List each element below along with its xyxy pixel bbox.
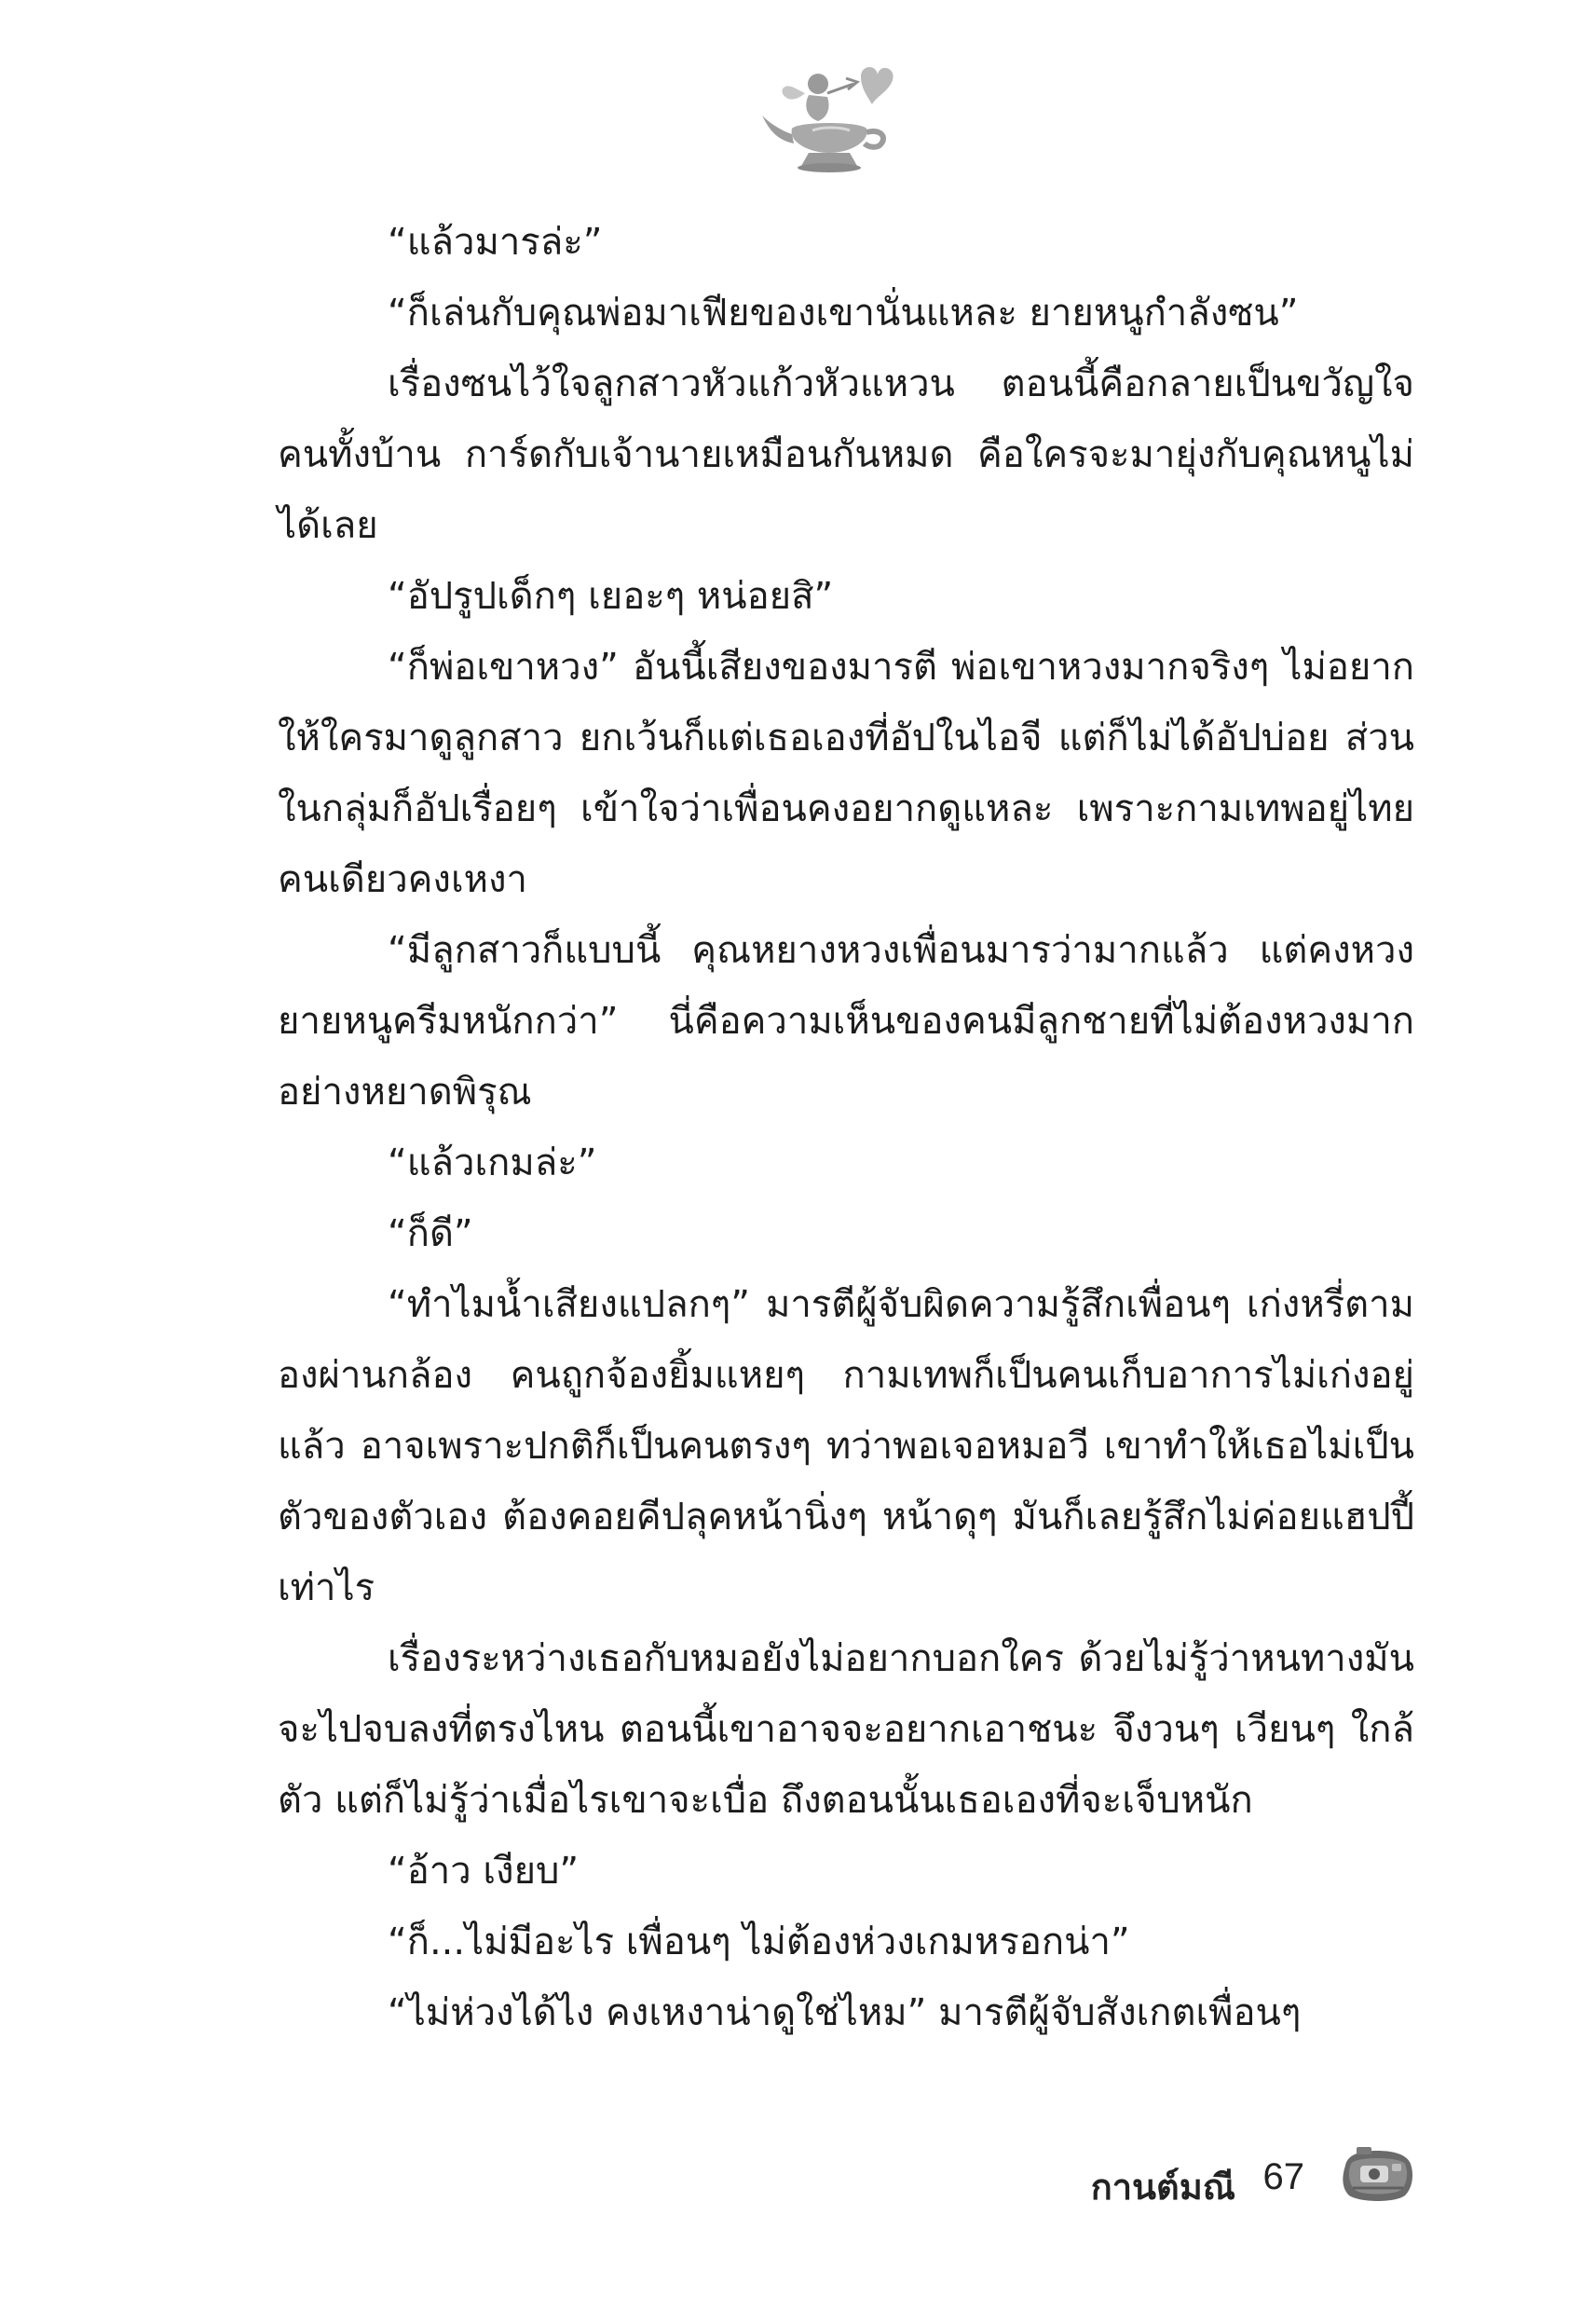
paragraph-4: “อัปรูปเด็กๆ เยอะๆ หน่อยสิ” [388, 575, 834, 618]
paragraph-12: “ก็...ไม่มีอะไร เพื่อนๆ ไม่ต้องห่วงเกมหรอกน่า” [388, 1921, 1130, 1963]
book-title: กานต์มณี [1090, 2167, 1235, 2208]
paragraph-11: “อ้าว เงียบ” [388, 1850, 580, 1893]
paragraph-3: เรื่องซนไว้ใจลูกสาวหัวแก้วหัวแหวน ตอนนี้คือกลายเป็นขวัญใจคนทั้งบ้าน การ์ดกับเจ้านายเหมือนกันหมด คือใครจะมายุ่งกับคุณหนูไม่ได้เลย [278, 362, 1414, 547]
paragraph-9: “ทำไมน้ำเสียงแปลกๆ” มารตีผู้จับผิดความรู้สึกเพื่อนๆ เก่งหรี่ตามองผ่านกล้อง คนถูกจ้องยิ้มแหยๆ กามเทพก็เป็นคนเก็บอาการไม่เก่งอยู่แล้ว อาจเพราะปกติก็เป็นคนตรงๆ ทว่าพอเจอหมอวี เขาทำให้เธอไม่เป็นตัวของตัวเอง ต้องคอยคีปลุคหน้านิ่งๆ หน้าดุๆ มันก็เลยรู้สึกไม่ค่อยแฮปปี้เท่าไร [278, 1283, 1414, 1609]
paragraph-5: “ก็พ่อเขาหวง” อันนี้เสียงของมารตี พ่อเขาหวงมากจริงๆ ไม่อยากให้ใครมาดูลูกสาว ยกเว้นก็แต่เธอเองที่อัปในไอจี แต่ก็ไม่ได้อัปบ่อย ส่วนในกลุ่มก็อัปเรื่อยๆ เข้าใจว่าเพื่อนคงอยากดูแหละ เพราะกามเทพอยู่ไทยคนเดียวคงเหงา [278, 646, 1414, 901]
paragraph-7: “แล้วเกมล่ะ” [388, 1142, 597, 1184]
vintage-camera-icon [1338, 2141, 1416, 2208]
chapter-body-text [278, 207, 1414, 2048]
page-number: 67 [1262, 2156, 1304, 2197]
paragraph-1: “แล้วมารล่ะ” [388, 221, 603, 264]
paragraph-6: “มีลูกสาวก็แบบนี้ คุณหยางหวงเพื่อนมารว่ามากแล้ว แต่คงหวงยายหนูครีมหนักกว่า” นี่คือความเห็นของคนมีลูกชายที่ไม่ต้องหวงมากอย่างหยาดพิรุณ [278, 929, 1414, 1114]
paragraph-2: “ก็เล่นกับคุณพ่อมาเฟียของเขานั่นแหละ ยายหนูกำลังซน” [388, 292, 1299, 335]
paragraph-10: เรื่องระหว่างเธอกับหมอยังไม่อยากบอกใคร ด้วยไม่รู้ว่าหนทางมันจะไปจบลงที่ตรงไหน ตอนนี้เขาอาจจะอยากเอาชนะ จึงวนๆ เวียนๆ ใกล้ตัว แต่ก็ไม่รู้ว่าเมื่อไรเขาจะเบื่อ ถึงตอนนั้นเธอเองที่จะเจ็บหนัก [278, 1637, 1414, 1822]
paragraph-8: “ก็ดี” [388, 1212, 473, 1255]
page-footer [1081, 2136, 1416, 2220]
cupid-teapot-emblem-icon [757, 56, 906, 177]
paragraph-13: “ไม่ห่วงได้ไง คงเหงาน่าดูใช่ไหม” มารตีผู้จับสังเกตเพื่อนๆ [388, 1991, 1302, 2034]
